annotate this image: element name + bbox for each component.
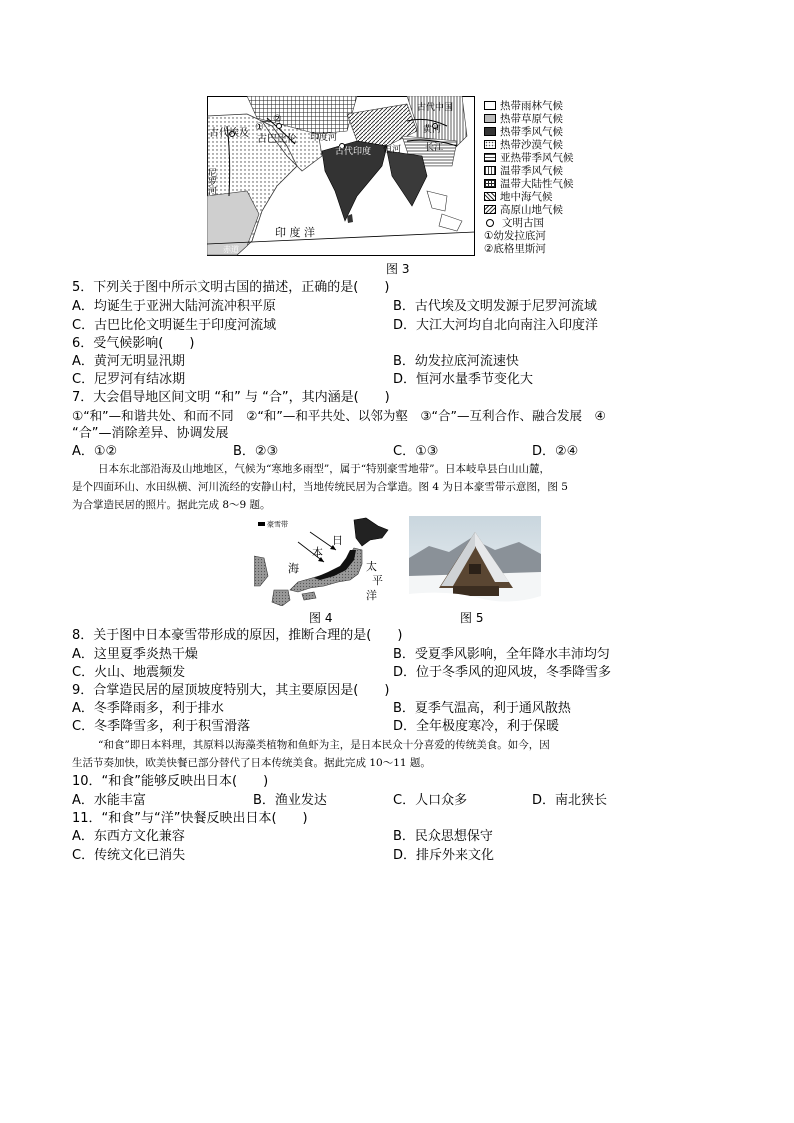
q9-stem: 9．合掌造民居的屋顶坡度特别大，其主要原因是( ) [72, 683, 390, 698]
snow-belt-legend-swatch [258, 522, 265, 526]
q7-statements-line1: ①“和”—和谐共处、和而不同 ②“和”—和平共处、以邻为壑 ③“合”—互利合作、融合发展 ④ [72, 408, 606, 423]
passage1-line3: 为合掌造民居的照片。据此完成 8～9 题。 [72, 499, 271, 511]
japan-map [254, 516, 396, 606]
swatch-monsoon [484, 127, 496, 136]
label-gubabilun: 古巴比伦 [257, 134, 297, 145]
legend-label: 热带沙漠气候 [500, 139, 563, 151]
q6-stem: 6．受气候影响( ) [72, 336, 195, 351]
figure-5 [409, 516, 541, 606]
q8-option-a: A．这里夏季炎热干燥 [72, 647, 198, 662]
q10-option-a: A．水能丰富 [72, 793, 146, 808]
q9-option-c: C．冬季降雪多，利于积雪滑落 [72, 719, 251, 734]
label-indian-ocean: 印 度 洋 [275, 226, 315, 239]
legend-label: 文明古国 [502, 217, 544, 229]
label-equator: 赤道 [223, 245, 239, 254]
swatch-subtropical [484, 153, 496, 162]
label-circle1: ① [255, 122, 264, 133]
swatch-desert [484, 140, 496, 149]
q11-option-d: D．排斥外来文化 [393, 848, 495, 863]
figure-4 [254, 516, 396, 606]
house-window [469, 564, 481, 574]
swatch-continental [484, 179, 496, 188]
q11-stem: 11．“和食”与“洋”快餐反映出日本( ) [72, 811, 308, 826]
figure-3 [207, 96, 475, 256]
q8-option-d: D．位于冬季风的迎风坡，冬季降雪多 [393, 665, 612, 680]
label-gudai-aiji: 古代埃及 [209, 128, 249, 139]
q11-option-b: B．民众思想保守 [393, 829, 493, 844]
q5-option-d: D．大江大河均自北向南注入印度洋 [393, 318, 599, 333]
q7-option-a: A．①② [72, 444, 118, 459]
label-hai: 海 [288, 562, 299, 575]
legend-label: 高原山地气候 [500, 204, 563, 216]
q6-option-d: D．恒河水量季节变化大 [393, 372, 534, 387]
label-ben: 本 [312, 546, 323, 559]
label-huanghe: 黄河 [423, 125, 442, 135]
q11-option-c: C．传统文化已消失 [72, 848, 186, 863]
passage1-line1: 日本东北部沿海及山地地区，气候为“寒地多雨型”，属于“特别豪雪地带”。日本岐阜县白山山麓， [98, 463, 550, 475]
legend-label: 热带草原气候 [500, 113, 563, 125]
q8-option-c: C．火山、地震频发 [72, 665, 186, 680]
label-yinduhe: 印度河 [310, 133, 338, 143]
climate-map [207, 96, 475, 256]
gassho-house-photo [409, 516, 541, 606]
q8-stem: 8．关于图中日本豪雪带形成的原因，推断合理的是( ) [72, 628, 403, 643]
q10-stem: 10．“和食”能够反映出日本( ) [72, 774, 269, 789]
legend-label: 地中海气候 [500, 191, 553, 203]
passage2-line2: 生活节奏加快，欧美快餐已部分替代了日本传统美食。据此完成 10～11 题。 [72, 757, 431, 769]
circle-marker-icon [486, 219, 494, 227]
q9-option-d: D．全年极度寒冷，利于保暖 [393, 719, 560, 734]
label-tai: 太 [366, 560, 377, 573]
figure-5-caption: 图 5 [460, 611, 484, 625]
label-gudai-zhongguo: 古代中国 [417, 103, 454, 113]
q5-option-c: C．古巴比伦文明诞生于印度河流域 [72, 318, 277, 333]
q6-option-a: A．黄河无明显汛期 [72, 354, 185, 369]
swatch-highland [484, 205, 496, 214]
q7-option-b: B．②③ [233, 444, 279, 459]
legend-label: ①幼发拉底河 [484, 230, 546, 242]
q5-stem: 5．下列关于图中所示文明古国的描述，正确的是( ) [72, 280, 390, 295]
q7-option-d: D．②④ [532, 444, 579, 459]
passage2-line1: “和食”即日本料理，其原料以海藻类植物和鱼虾为主，是日本民众十分喜爱的传统美食。如今，因 [98, 739, 550, 751]
legend-label: 热带季风气候 [500, 126, 563, 138]
legend-label: ②底格里斯河 [484, 243, 546, 255]
label-ri: 日 [332, 534, 343, 547]
legend-label: 温带季风气候 [500, 165, 563, 177]
q6-option-c: C．尼罗河有结冰期 [72, 372, 186, 387]
label-changjiang: 长江 [425, 143, 444, 153]
q10-option-d: D．南北狭长 [532, 793, 608, 808]
q7-option-c: C．①③ [393, 444, 439, 459]
legend-label: 亚热带季风气候 [500, 152, 574, 164]
label-circle2: ② [273, 114, 282, 125]
passage1-line2: 是个四面环山、水田纵横、河川流经的安静山村，当地传统民居为合掌造。图 4 为日本豪雪带示意图，图 5 [72, 481, 568, 493]
q10-option-c: C．人口众多 [393, 793, 468, 808]
swatch-mediterranean [484, 192, 496, 201]
label-hanghe: 恒河 [383, 145, 402, 155]
q5-option-b: B．古代埃及文明发源于尼罗河流域 [393, 299, 597, 314]
q9-option-b: B．夏季气温高，利于通风散热 [393, 701, 571, 716]
figure-3-caption: 图 3 [386, 262, 410, 276]
legend-label: 热带雨林气候 [500, 100, 563, 112]
label-niluohe: 尼罗河 [207, 168, 216, 195]
legend-item [484, 242, 546, 255]
q11-option-a: A．东西方文化兼容 [72, 829, 185, 844]
label-ping: 平 [372, 574, 383, 587]
figure-4-caption: 图 4 [309, 611, 333, 625]
legend-label: 温带大陆性气候 [500, 178, 574, 190]
swatch-savanna [484, 114, 496, 123]
q7-stem: 7．大会倡导地区间文明 “和” 与 “合”，其内涵是( ) [72, 390, 390, 405]
label-yang: 洋 [366, 589, 377, 602]
q6-option-b: B．幼发拉底河流速快 [393, 354, 519, 369]
q10-option-b: B．渔业发达 [253, 793, 327, 808]
q7-statements-line2: “合”—消除差异、协调发展 [72, 426, 229, 441]
label-gudai-yindu: 古代印度 [335, 147, 372, 157]
snow-belt-legend-label: 豪雪带 [267, 520, 288, 529]
swatch-rainforest [484, 101, 496, 110]
swatch-temperate-monsoon [484, 166, 496, 175]
q9-option-a: A．冬季降雨多，利于排水 [72, 701, 224, 716]
q5-option-a: A．均诞生于亚洲大陆河流冲积平原 [72, 299, 276, 314]
q8-option-b: B．受夏季风影响，全年降水丰沛均匀 [393, 647, 610, 662]
